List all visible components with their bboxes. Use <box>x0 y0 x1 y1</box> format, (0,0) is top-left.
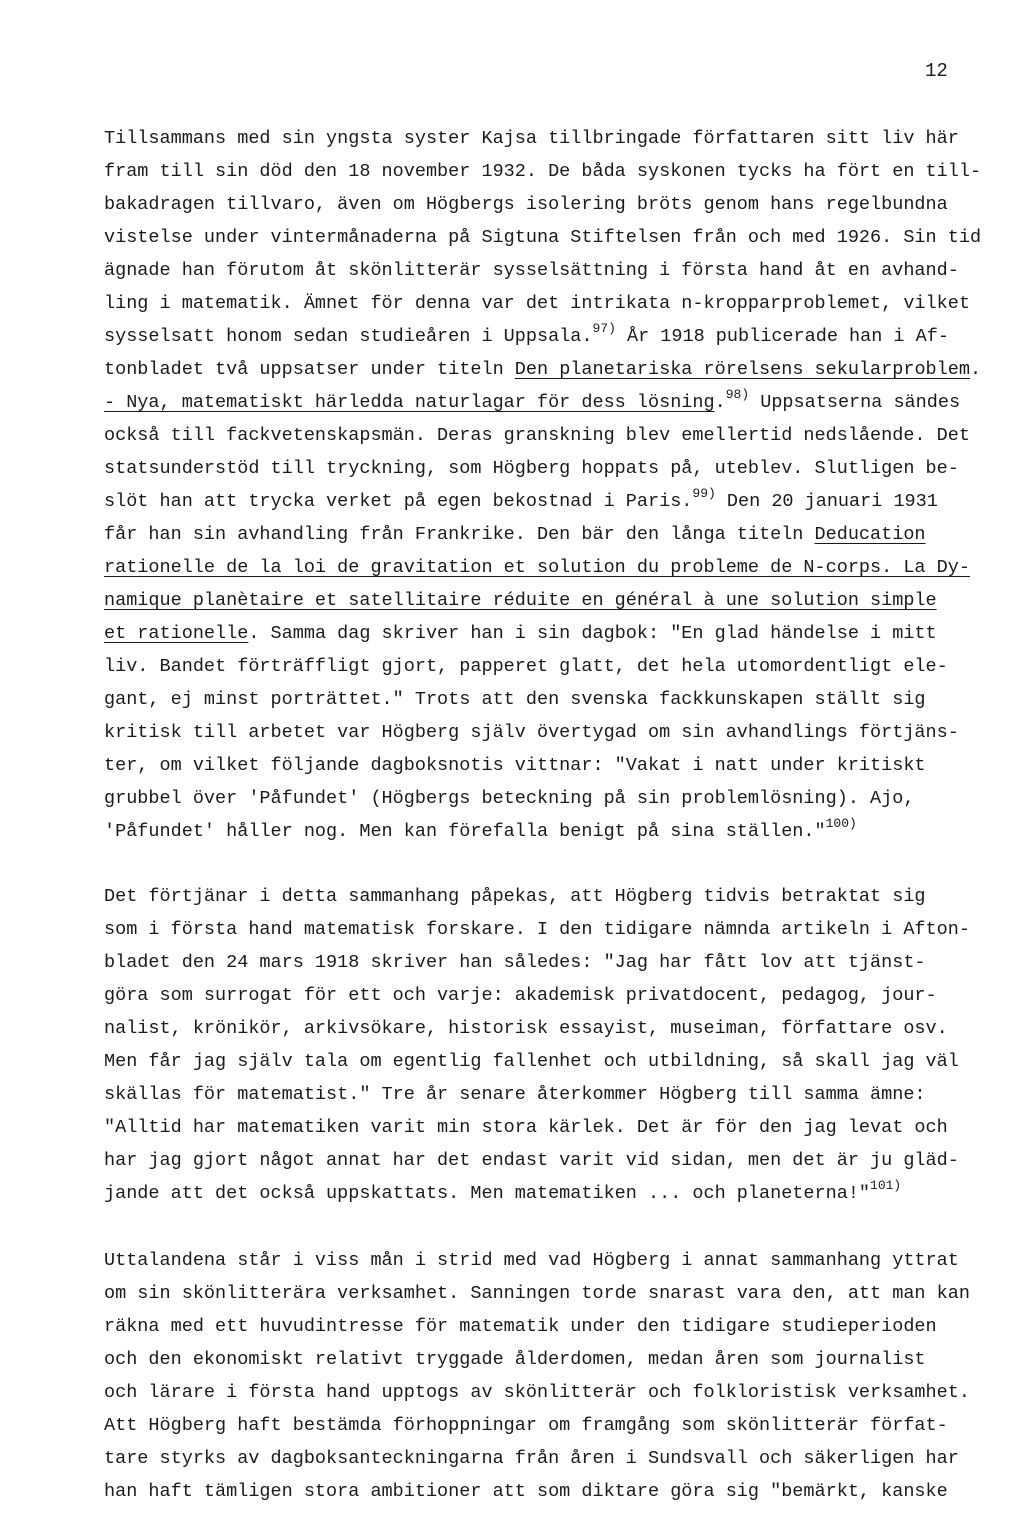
text-segment: ägnade han förutom åt skönlitterär sysselsättning i första hand åt en avhand- <box>104 260 959 281</box>
text-line <box>104 155 982 188</box>
paragraph-3 <box>104 1244 970 1508</box>
text-segment: skällas för matematist." Tre år senare återkommer Högberg till samma ämne: <box>104 1084 926 1105</box>
text-line <box>104 221 982 254</box>
paragraph-2 <box>104 880 970 1210</box>
text-segment: också till fackvetenskapsmän. Deras granskning blev emellertid nedslående. Det <box>104 425 970 446</box>
text-line <box>104 518 964 551</box>
text-segment: som i första hand matematisk forskare. I den tidigare nämnda artikeln i Afton- <box>104 919 970 940</box>
text-line <box>104 650 964 683</box>
text-line <box>104 1045 964 1078</box>
text-line <box>104 1244 964 1277</box>
text-segment: får han sin avhandling från Frankrike. Den bär den långa titeln <box>104 524 815 545</box>
text-segment: räkna med ett huvudintresse för matematik under den tidigare studieperioden <box>104 1316 937 1337</box>
text-line <box>104 1409 964 1442</box>
text-segment: "Alltid har matematiken varit min stora kärlek. Det är för den jag levat och <box>104 1117 948 1138</box>
underlined-title: namique planètaire et satellitaire réduite en général à une solution simple <box>104 590 937 611</box>
paragraph-1 <box>104 122 982 848</box>
text-line <box>104 254 964 287</box>
text-segment: statsunderstöd till tryckning, som Högberg hoppats på, uteblev. Slutligen be- <box>104 458 959 479</box>
text-segment: ling i matematik. Ämnet för denna var det intrikata n-kropparproblemet, vilket <box>104 293 970 314</box>
text-line <box>104 782 964 815</box>
text-segment: och den ekonomiskt relativt tryggade ålderdomen, medan åren som journalist <box>104 1349 926 1370</box>
text-line <box>104 353 982 386</box>
text-segment: bladet den 24 mars 1918 skriver han således: "Jag har fått lov att tjänst- <box>104 952 926 973</box>
text-segment: fram till sin död den 18 november 1932. De båda syskonen tycks ha fört en till- <box>104 161 982 182</box>
underlined-title: Den planetariska rörelsens sekularproblem <box>514 359 970 380</box>
text-segment: kritisk till arbetet var Högberg själv övertygad om sin avhandlings förtjäns- <box>104 722 959 743</box>
text-segment: liv. Bandet förträffligt gjort, papperet glatt, det hela utomordentligt ele- <box>104 656 948 677</box>
footnote-ref: 101) <box>870 1177 902 1193</box>
text-line <box>104 122 964 155</box>
text-segment: . <box>714 392 726 413</box>
text-line <box>104 1376 970 1409</box>
text-segment: slöt han att trycka verket på egen bekostnad i Paris. <box>104 491 693 512</box>
text-segment: Uttalandena står i viss mån i strid med vad Högberg i annat sammanhang yttrat <box>104 1250 959 1271</box>
text-segment: År 1918 publicerade han i Af- <box>615 326 949 347</box>
text-segment: Den 20 januari 1931 <box>715 491 938 512</box>
text-line <box>104 386 964 419</box>
text-line <box>104 683 964 716</box>
text-segment: och lärare i första hand upptogs av skönlitterär och folkloristisk verksamhet. <box>104 1382 970 1403</box>
text-line <box>104 1144 964 1177</box>
text-line <box>104 287 970 320</box>
document-body <box>104 122 982 1534</box>
text-segment: . <box>969 359 982 380</box>
text-segment: han haft tämligen stora ambitioner att som diktare göra sig "bemärkt, kanske <box>104 1481 948 1502</box>
text-line <box>104 485 964 518</box>
text-line <box>104 1310 964 1343</box>
underlined-title: - Nya, matematiskt härledda naturlagar för dess lösning <box>104 392 715 413</box>
footnote-ref: 98) <box>725 386 750 402</box>
text-segment: ter, om vilket följande dagboksnotis vittnar: "Vakat i natt under kritiskt <box>104 755 926 776</box>
text-segment: . Samma dag skriver han i sin dagbok: "En glad händelse i mitt <box>248 623 937 644</box>
text-line <box>104 1343 964 1376</box>
text-segment: bakadragen tillvaro, även om Högbergs isolering bröts genom hans regelbundna <box>104 194 948 215</box>
underlined-title: rationelle de la loi de gravitation et solution du probleme de N-corps. La Dy- <box>104 557 970 578</box>
text-segment: tonbladet två uppsatser under titeln <box>104 359 515 380</box>
text-line <box>104 617 964 650</box>
text-line <box>104 1442 964 1475</box>
text-line <box>104 584 964 617</box>
page-number: 12 <box>925 60 948 82</box>
footnote-ref: 100) <box>825 815 857 831</box>
text-line <box>104 1012 964 1045</box>
footnote-ref: 97) <box>592 320 616 336</box>
text-line <box>104 188 964 221</box>
text-line <box>104 880 964 913</box>
text-line <box>104 913 970 946</box>
text-line <box>104 1078 964 1111</box>
text-line <box>104 815 964 848</box>
text-segment: grubbel över 'Påfundet' (Högbergs beteckning på sin problemlösning). Ajo, <box>104 788 915 809</box>
text-line <box>104 1177 964 1210</box>
text-segment: Tillsammans med sin yngsta syster Kajsa tillbringade författaren sitt liv här <box>104 128 959 149</box>
text-segment: sysselsatt honom sedan studieåren i Uppsala. <box>104 326 593 347</box>
text-segment: om sin skönlitterära verksamhet. Sanningen torde snarast vara den, att man kan <box>104 1283 970 1304</box>
text-segment: Uppsatserna sändes <box>749 392 961 413</box>
text-line <box>104 749 964 782</box>
text-line <box>104 1111 964 1144</box>
text-line <box>104 979 964 1012</box>
underlined-title: Deducation <box>814 524 926 545</box>
text-segment: tare styrks av dagboksanteckningarna från åren i Sundsvall och säkerligen har <box>104 1448 959 1469</box>
text-segment: jande att det också uppskattats. Men matematiken ... och planeterna!" <box>104 1183 871 1204</box>
text-segment: vistelse under vintermånaderna på Sigtuna Stiftelsen från och med 1926. Sin tid <box>104 227 982 248</box>
text-segment: gant, ej minst porträttet." Trots att den svenska fackkunskapen ställt sig <box>104 689 926 710</box>
text-segment: göra som surrogat för ett och varje: akademisk privatdocent, pedagog, jour- <box>104 985 937 1006</box>
text-segment: nalist, krönikör, arkivsökare, historisk essayist, museiman, författare osv. <box>104 1018 948 1039</box>
text-line <box>104 320 964 353</box>
text-segment: Det förtjänar i detta sammanhang påpekas, att Högberg tidvis betraktat sig <box>104 886 926 907</box>
text-line <box>104 452 964 485</box>
text-segment: Att Högberg haft bestämda förhoppningar om framgång som skönlitterär förfat- <box>104 1415 948 1436</box>
footnote-ref: 99) <box>692 485 716 501</box>
text-segment: har jag gjort något annat har det endast varit vid sidan, men det är ju gläd- <box>104 1150 959 1171</box>
text-segment: Men får jag själv tala om egentlig fallenhet och utbildning, så skall jag väl <box>104 1051 959 1072</box>
underlined-title: et rationelle <box>104 623 249 644</box>
text-line <box>104 551 970 584</box>
text-line <box>104 1277 970 1310</box>
text-line <box>104 1475 964 1508</box>
text-line <box>104 946 964 979</box>
text-line <box>104 716 964 749</box>
text-segment: 'Påfundet' håller nog. Men kan förefalla benigt på sina ställen." <box>104 821 826 842</box>
text-line <box>104 419 970 452</box>
